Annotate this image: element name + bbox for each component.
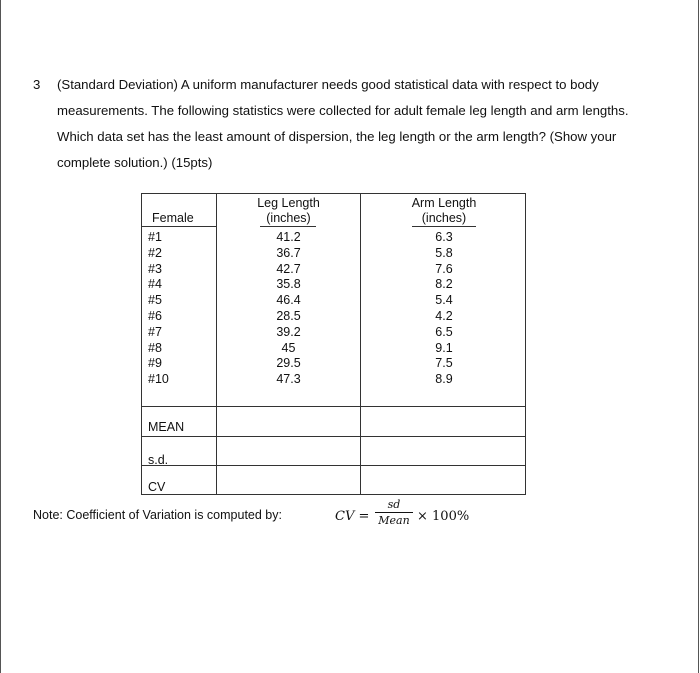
question-line: complete solution.) (15pts) — [57, 155, 213, 170]
table-row: #2 36.7 5.8 — [148, 245, 453, 260]
question-line: measurements. The following statistics were collected for adult female leg length and arm lengths. — [57, 103, 629, 118]
data-table — [141, 193, 526, 495]
fraction-bar — [375, 512, 413, 513]
header-underline — [412, 226, 476, 227]
table-row: #10 47.3 8.9 — [148, 372, 453, 387]
table-divider — [142, 436, 525, 437]
formula-numerator: sd — [387, 498, 401, 511]
page-right-border — [698, 0, 699, 673]
table-rows — [142, 230, 525, 388]
cv-label: CV — [148, 480, 166, 494]
table-row: #6 28.5 4.2 — [148, 308, 453, 323]
formula-tail: × 100% — [417, 509, 470, 524]
cv-note: Note: Coefficient of Variation is computed by: — [33, 508, 282, 522]
table-divider — [142, 465, 525, 466]
table-row: #5 46.4 5.4 — [148, 293, 453, 308]
question-text — [57, 72, 679, 176]
question-line: (Standard Deviation) A uniform manufacturer needs good statistical data with respect to body — [57, 77, 599, 92]
formula-lhs: CV = — [335, 509, 370, 524]
table-row: #4 35.8 8.2 — [148, 277, 453, 292]
header-arm-length: Arm Length (inches) — [411, 196, 477, 225]
table-row: #3 42.7 7.6 — [148, 261, 453, 276]
table-row: #1 41.2 6.3 — [148, 230, 453, 244]
question-line: Which data set has the least amount of dispersion, the leg length or the arm length? (Show your — [57, 129, 617, 144]
mean-label: MEAN — [148, 420, 185, 434]
header-underline — [142, 226, 216, 227]
page-left-border — [0, 0, 1, 673]
question-number: 3 — [33, 77, 41, 92]
formula-fraction — [375, 498, 413, 527]
header-underline — [260, 226, 316, 227]
header-female: Female — [152, 211, 194, 225]
header-leg-length: Leg Length (inches) — [257, 196, 320, 225]
table-row: #7 39.2 6.5 — [148, 324, 453, 339]
sd-label: s.d. — [148, 453, 169, 467]
formula-denominator: Mean — [378, 514, 410, 527]
table-divider — [142, 406, 525, 407]
table-row: #8 45 9.1 — [148, 340, 453, 355]
table-row: #9 29.5 7.5 — [148, 356, 453, 371]
